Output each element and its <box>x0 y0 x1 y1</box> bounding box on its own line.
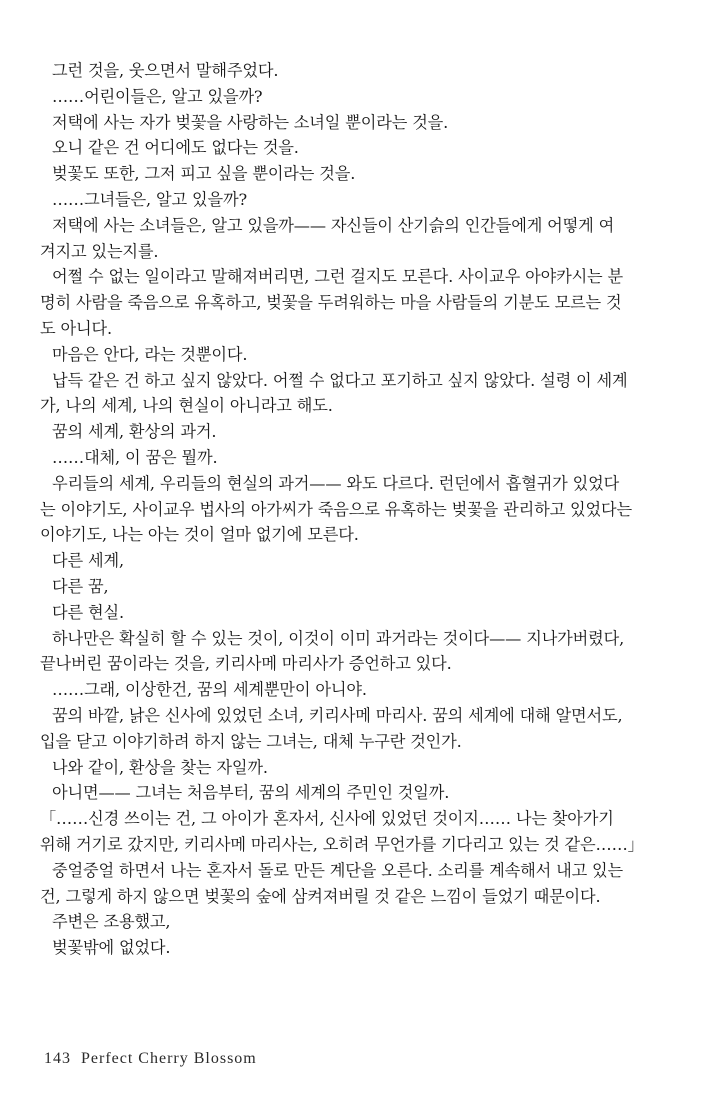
page-footer <box>44 1050 257 1068</box>
text-line: 벚꽃도 또한, 그저 피고 싶을 뿐이라는 것을. <box>52 164 356 184</box>
text-line: ……그래, 이상한건, 꿈의 세계뿐만이 아니야. <box>52 680 367 700</box>
text-line: 어쩔 수 없는 일이라고 말해져버리면, 그런 걸지도 모른다. 사이교우 아야카시는 분 <box>52 267 624 287</box>
text-line: 도 아니다. <box>40 318 112 338</box>
page-number: 143 <box>44 1050 71 1067</box>
book-title: Perfect Cherry Blossom <box>81 1050 257 1067</box>
text-line: 납득 같은 건 하고 싶지 않았다. 어쩔 수 없다고 포기하고 싶지 않았다. 설령 이 세계 <box>52 370 628 390</box>
text-line: 가, 나의 세계, 나의 현실이 아니라고 해도. <box>40 396 333 416</box>
text-line: 입을 닫고 이야기하려 하지 않는 그녀는, 대체 누구란 것인가. <box>40 731 462 751</box>
text-line: 끝나버린 꿈이라는 것을, 키리사메 마리사가 증언하고 있다. <box>40 654 452 674</box>
text-line: 하나만은 확실히 할 수 있는 것이, 이것이 이미 과거라는 것이다—— 지나가버렸다, <box>52 628 625 648</box>
text-line: 명히 사람을 죽음으로 유혹하고, 벚꽃을 두려워하는 마을 사람들의 기분도 모르는 것 <box>40 293 622 313</box>
text-line: 벚꽃밖에 없었다. <box>52 938 171 958</box>
text-line: 마음은 안다, 라는 것뿐이다. <box>52 344 248 364</box>
text-line: 다른 세계, <box>52 551 124 571</box>
text-line: 그런 것을, 웃으면서 말해주었다. <box>52 61 279 80</box>
text-line: ……그녀들은, 알고 있을까? <box>52 189 247 209</box>
text-line: 위해 거기로 갔지만, 키리사메 마리사는, 오히려 무언가를 기다리고 있는 것 같은……」 <box>40 834 644 854</box>
text-line: ……어린이들은, 알고 있을까? <box>52 86 263 106</box>
text-line: 이야기도, 나는 아는 것이 얼마 없기에 모른다. <box>40 525 359 545</box>
text-line: 나와 같이, 환상을 찾는 자일까. <box>52 757 268 777</box>
text-line: 주변은 조용했고, <box>52 912 171 932</box>
text-line: 꿈의 세계, 환상의 과거. <box>52 422 217 442</box>
text-line: 우리들의 세계, 우리들의 현실의 과거—— 와도 다르다. 런던에서 흡혈귀가 있었다 <box>52 473 620 493</box>
text-line: 저택에 사는 소녀들은, 알고 있을까—— 자신들이 산기슭의 인간들에게 어떻게 여 <box>52 215 615 235</box>
text-line: 꿈의 바깥, 낡은 신사에 있었던 소녀, 키리사메 마리사. 꿈의 세계에 대해 알면서도, <box>52 705 623 725</box>
text-line: 저택에 사는 자가 벚꽃을 사랑하는 소녀일 뿐이라는 것을. <box>52 112 449 132</box>
text-line: 「……신경 쓰이는 건, 그 아이가 혼자서, 신사에 있었던 것이지…… 나는 찾아가기 <box>40 809 614 829</box>
text-line: ……대체, 이 꿈은 뭘까. <box>52 447 218 467</box>
text-line: 중얼중얼 하면서 나는 혼자서 돌로 만든 계단을 오른다. 소리를 계속해서 내고 있는 <box>52 860 624 880</box>
text-line: 겨지고 있는지를. <box>40 241 159 261</box>
body-text <box>40 58 686 961</box>
text-line: 다른 현실. <box>52 602 124 622</box>
text-line: 아니면—— 그녀는 처음부터, 꿈의 세계의 주민인 것일까. <box>52 783 450 803</box>
text-line: 오니 같은 건 어디에도 없다는 것을. <box>52 138 299 158</box>
text-line: 다른 꿈, <box>52 576 109 596</box>
text-line: 는 이야기도, 사이교우 법사의 아가씨가 죽음으로 유혹하는 벚꽃을 관리하고 있었다는 <box>40 499 633 519</box>
text-line: 건, 그렇게 하지 않으면 벚꽃의 숲에 삼켜져버릴 것 같은 느낌이 들었기 때문이다. <box>40 886 601 906</box>
